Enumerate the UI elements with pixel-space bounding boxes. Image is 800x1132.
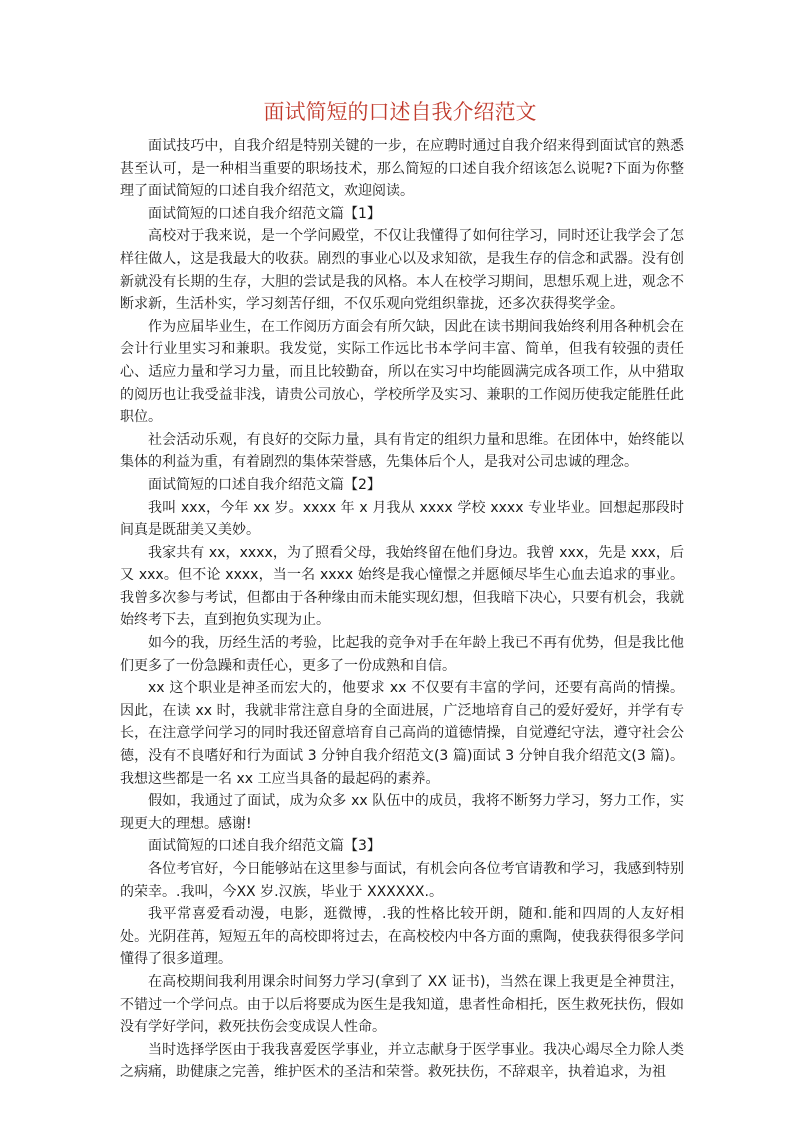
section-1-paragraph: 作为应届毕业生，在工作阅历方面会有所欠缺，因此在读书期间我始终利用各种机会在会计行业里实习和兼职。我发觉，实际工作远比书本学问丰富、简单，但我有较强的责任心、适应力量和学习力量，而且比较勤奋，所以在实习中均能圆满完成各项工作，从中猎取的阅历也让我受益非浅，请贵公司放心，学校所学及实习、兼职的工作阅历使我定能胜任此职位。 (120, 318, 684, 426)
section-3-paragraph: 我平常喜爱看动漫，电影，逛微博，.我的性格比较开朗，随和.能和四周的人友好相处。光阴荏苒，短短五年的高校即将过去，在高校校内中各方面的熏陶，使我获得很多学问懂得了很多道理。 (120, 906, 684, 968)
document-body (120, 135, 684, 1084)
section-3-heading: 面试简短的口述自我介绍范文篇【3】 (148, 838, 381, 855)
section-1-paragraph: 高校对于我来说，是一个学问殿堂，不仅让我懂得了如何往学习，同时还让我学会了怎样往做人，这是我最大的收获。剧烈的事业心以及求知欲，是我生存的信念和武器。没有创新就没有长期的生存，大胆的尝试是我的风格。本人在校学习期间，思想乐观上进，观念不断求新，生活朴实，学习刻苦仔细，不仅乐观向党组织靠拢，还多次获得奖学金。 (120, 228, 684, 313)
section-1-heading: 面试简短的口述自我介绍范文篇【1】 (148, 205, 381, 222)
document-title: 面试简短的口述自我介绍范文 (263, 100, 537, 124)
section-2-paragraph: 假如，我通过了面试，成为众多 xx 队伍中的成员，我将不断努力学习，努力工作，实现更大的理想。感谢! (120, 793, 684, 832)
section-3-paragraph: 当时选择学医由于我我喜爱医学事业，并立志献身于医学事业。我决心竭尽全力除人类之病痛，助健康之完善，维护医术的圣洁和荣誉。救死扶伤，不辞艰辛，执着追求，为祖 (120, 1041, 684, 1081)
section-1-paragraph: 社会活动乐观，有良好的交际力量，具有肯定的组织力量和思维。在团体中，始终能以集体的利益为重，有着剧烈的集体荣誉感，先集体后个人，是我对公司忠诚的理念。 (120, 431, 684, 471)
section-2-heading: 面试简短的口述自我介绍范文篇【2】 (148, 476, 381, 493)
section-2-paragraph: xx 这个职业是神圣而宏大的，他要求 xx 不仅要有丰富的学问，还要有高尚的情操。因此，在读 xx 时，我就非常注意自身的全面进展，广泛地培育自己的爱好爱好，并学有专长，在注意学问学习的同时我还留意培育自己高尚的道德情操，自觉遵纪守法，遵守社会公德，没有不良嗜好和行为面试 3 分钟自我介绍范文(3 篇)面试 3 分钟自我介绍范文(3 篇)。我想这些都是一名 xx 工应当具备的最起码的素养。 (120, 680, 684, 787)
intro-paragraph: 面试技巧中，自我介绍是特别关键的一步，在应聘时通过自我介绍来得到面试官的熟悉甚至认可，是一种相当重要的职场技术，那么简短的口述自我介绍该怎么说呢?下面为你整理了面试简短的口述自我介绍范文，欢迎阅读。 (120, 138, 684, 200)
section-2-paragraph: 我家共有 xx，xxxx，为了照看父母，我始终留在他们身边。我曾 xxx，先是 xxx，后又 xxx。但不论 xxxx，当一名 xxxx 始终是我心憧憬之并愿倾尽毕生心血去追求的事业。我曾多次参与考试，但都由于各种缘由而未能实现幻想，但我暗下决心，只要有机会，我就始终考下去，直到抱负实现为止。 (120, 544, 684, 629)
section-3-paragraph: 在高校期间我利用课余时间努力学习(拿到了 XX 证书)，当然在课上我更是全神贯注，不错过一个学问点。由于以后将要成为医生是我知道，患者性命相托，医生救死扶伤，假如没有学好学问，救死扶伤会变成误人性命。 (120, 973, 684, 1036)
section-2-paragraph: 我叫 xxx，今年 xx 岁。xxxx 年 x 月我从 xxxx 学校 xxxx 专业毕业。回想起那段时间真是既甜美又美妙。 (120, 499, 684, 539)
section-2-paragraph: 如今的我，历经生活的考验，比起我的竞争对手在年龄上我已不再有优势，但是我比他们更多了一份急躁和责任心，更多了一份成熟和自信。 (120, 635, 684, 674)
section-3-paragraph: 各位考官好，今日能够站在这里参与面试，有机会向各位考官请教和学习，我感到特别的荣幸。.我叫，今XX 岁.汉族，毕业于 XXXXXX.。 (120, 861, 684, 900)
